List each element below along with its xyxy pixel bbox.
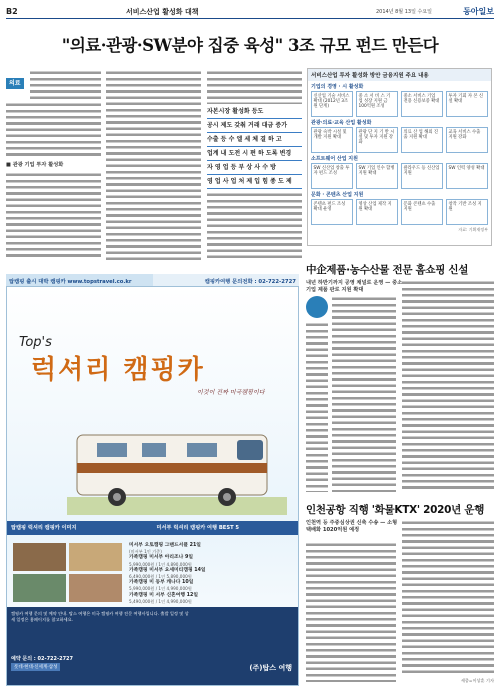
chart-cell: 클라우드 등 신산업 지원 (401, 163, 443, 189)
product-list (129, 543, 295, 605)
chart-cell: 영상 산업 제작 지원 확대 (356, 199, 398, 225)
body-text (6, 172, 101, 260)
pull-quote: 업계 내 도전 시 편 하 도록 변경 (207, 150, 292, 157)
chart-cell: 교육 서비스 수출 지원 강화 (446, 127, 488, 153)
ad-partners: 롯데·현대·신세계·삼성 (11, 663, 60, 671)
chart-row-label: 문화 · 콘텐츠 산업 지원 (311, 192, 364, 198)
pull-quote: 공시 제도 갖춰 거래 대금 증가 (207, 122, 287, 129)
product-price: (미서부 1인 기준) (129, 549, 162, 555)
ad-main-title: 럭셔리 캠핑카 (31, 355, 205, 385)
ad-site-label[interactable]: 탑캠핑 출시 대박 캠핑카 www.topstravel.co.kr (6, 274, 153, 286)
chart-cell: 투자 기회 자 본 신 설 확대 (446, 91, 488, 117)
mid-article (207, 70, 302, 260)
left-article (6, 70, 101, 260)
product-title: 가족캠핑 미 동부 캐나다 10일 (129, 580, 194, 586)
pull-quote: 영 업 사 업 처 제 입 힘 종 도 제 (207, 178, 292, 185)
body-text (332, 296, 396, 492)
chart-row-label: 소프트웨어 산업 지원 (311, 156, 358, 162)
body-text (6, 102, 101, 158)
article-headline: 中企제품·농수산물 전문 홈쇼핑 신설 (306, 264, 469, 276)
byline: 세종=이상훈 기자 (460, 678, 494, 683)
body-text (207, 192, 302, 260)
chart-cell: 신산업 기술 서비스 확대 (2012년 3조원 단계) (311, 91, 353, 117)
ad-phone[interactable]: 예약 문의 : 02-722-2727 (11, 656, 74, 662)
chart-title: 서비스산업 투자 활성화 방안 금융지원 주요 내용 (308, 69, 491, 81)
chart-source: 자료: 기획재정부 (458, 227, 488, 232)
ad-tagline: 이것이 진짜 미국캠핑이다 (197, 389, 265, 396)
product-title: 가족캠핑 미서부 아리조나 9일 (129, 555, 193, 561)
article-subhead: 내년 하반기까지 공영 채널로 운영 — 중소기업 제품 판로 지원 확대 (306, 280, 403, 293)
product-item[interactable] (129, 543, 295, 555)
article-subhead: ■ 관광 기업 투자 활성화 (6, 162, 64, 168)
product-title: 미서부 오토캠핑 그랜드서클 21일 (129, 543, 201, 548)
section-title: 서비스산업 활성화 대책 (126, 8, 199, 16)
chart-cell: 관광 숙박 시설 및 개발 지원 확대 (311, 127, 353, 153)
article-headline: 인천공항 직행 '화물KTX' 2020년 운행 (306, 504, 485, 516)
ad-footer-text: 캠핑카 여행 문의 및 예약 안내. 탑스 여행은 미국 캠핑카 여행 전문 여행사입니다. 출발 일정 및 상세 일정은 홈페이지를 참고하세요. (11, 611, 189, 622)
body-text (402, 280, 494, 492)
ad-band (7, 521, 298, 535)
body-text (402, 520, 494, 676)
body-text (306, 542, 396, 682)
ad-thumbnails (13, 543, 123, 603)
product-item[interactable] (129, 568, 295, 580)
info-chart (307, 68, 492, 246)
chart-cell: 문화 콘텐츠 수출 지원 (401, 199, 443, 225)
product-item[interactable] (129, 580, 295, 592)
chart-cell: SW 인력 양성 확대 (446, 163, 488, 189)
chart-row-label: 관광·의료·교육 산업 활성화 (311, 120, 372, 126)
ad-band-left: 탑캠핑 럭셔리 캠핑카 이미지 (11, 525, 77, 531)
article-subhead: 인천역 등 주중심상권 신축 수송 — 소형 택배화 1020억원 예정 (306, 520, 398, 533)
pull-quote: 자본시장 활성화 등도 (207, 108, 264, 115)
product-price: 6,490,000원 / 1인 5,890,000원 (129, 574, 192, 580)
issue-date: 2014년 8월 13일 수요일 (375, 9, 432, 15)
product-title: 가족캠핑 미 서부 신혼여행 12일 (129, 592, 198, 598)
camping-ad[interactable] (6, 286, 299, 686)
pull-quote: 자 영 업 등 부 상 사 수 방 (207, 164, 276, 171)
body-text (30, 70, 101, 100)
body-text (106, 70, 201, 260)
ad-phone-label[interactable]: 캠핑카여행 문의전화 : 02-722-2727 (153, 274, 300, 286)
chart-cell: 중소 서비스 기업 전용 신용보증 확대 (401, 91, 443, 117)
chart-cell: 창작 기반 조성 지원 (446, 199, 488, 225)
ad-script-title: Top's (19, 335, 52, 350)
product-price: 5,990,000원 / 1인 4,990,000원 (129, 586, 192, 592)
chart-cell: SW 신산업 창출 투자 펀드 조성 (311, 163, 353, 189)
chart-cell: SW 기업 인수 합병 지원 확대 (356, 163, 398, 189)
main-headline: "의료·관광·SW분야 집중 육성" 3조 규모 펀드 만든다 (61, 36, 439, 55)
chart-cell: 중 소 서 비 스 기 업 성장 지원 금 100억원 조성 (356, 91, 398, 117)
chart-row-label: 기업의 경영 · 시 활성화 (311, 84, 364, 90)
ad-footer (7, 607, 298, 685)
chart-cell: 콘텐츠 펀드 조성 확대 운영 (311, 199, 353, 225)
product-title: 가족캠핑 미서부 요세미티캠핑 14일 (129, 567, 206, 573)
product-price: 5,990,000원 / 1인 4,890,000원 (129, 561, 192, 567)
product-item[interactable] (129, 555, 295, 567)
body-text (306, 322, 328, 492)
page-number: B2 (6, 7, 18, 16)
camper-illustration (67, 405, 287, 515)
page-header (6, 5, 494, 19)
sw-badge (306, 296, 328, 318)
pull-quote: 수출 등 수 엘 세 체 결 하 고 (207, 136, 282, 143)
product-price: 5,490,000원 / 1인 4,990,000원 (129, 598, 192, 604)
ad-band-right: 미서부 럭셔리 캠핑카 여행 BEST 5 (156, 525, 240, 531)
product-item[interactable] (129, 593, 295, 605)
chart-cell: 의료 산 업 해외 진출 지원 확대 (401, 127, 443, 153)
chart-cell: 관광 단 지 기 반 시 설 및 투자 지원 강화 (356, 127, 398, 153)
ad-top-bar (6, 274, 299, 286)
newspaper-logo: 동아일보 (463, 7, 494, 16)
body-text (207, 70, 302, 104)
article-tag: 의료 (6, 78, 24, 89)
ad-logo: (주)탑스 여행 (249, 664, 292, 672)
